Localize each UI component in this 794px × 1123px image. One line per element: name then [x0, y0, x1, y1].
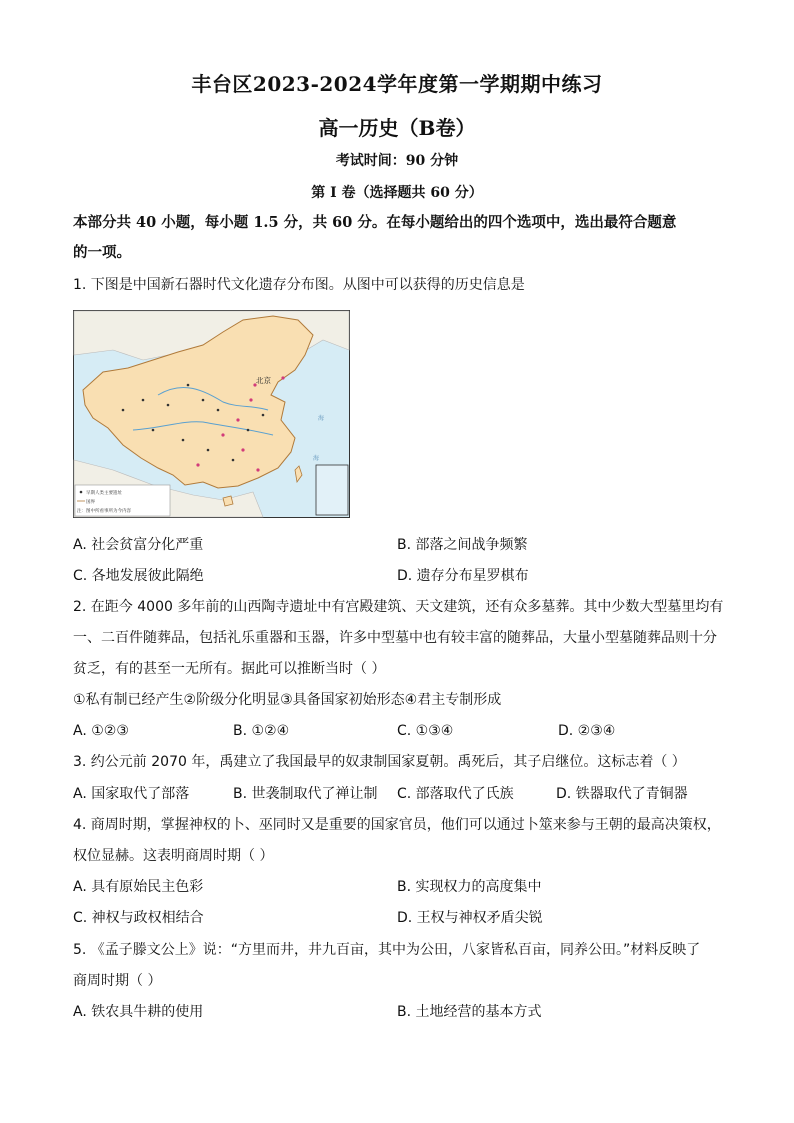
q2-option-c: C. ①③④	[397, 723, 454, 739]
q5-line-1: 5. 《孟子滕文公上》说：“方里而井，井九百亩，其中为公田，八家皆私百亩，同养公田。”材料反映了	[73, 942, 701, 958]
q2-option-a: A. ①②③	[73, 723, 129, 739]
map-city-label: 北京	[256, 376, 271, 385]
q3-option-b: B. 世袭制取代了禅让制	[233, 786, 378, 802]
svg-text:海: 海	[318, 415, 325, 422]
q2-line-1: 2. 在距今 4000 多年前的山西陶寺遗址中有宫殿建筑、天文建筑，还有众多墓葬。其中少数大型墓里均有	[73, 599, 724, 615]
china-map-image	[73, 310, 350, 518]
svg-text:海: 海	[313, 455, 320, 462]
q1-option-c: C. 各地发展彼此隔绝	[73, 568, 204, 584]
exam-title: 丰台区2023-2024学年度第一学期期中练习	[191, 72, 603, 96]
q4-option-c: C. 神权与政权相结合	[73, 910, 204, 926]
map-legend-sites: 早期人类主要遗址	[86, 491, 122, 496]
q3-option-a: A. 国家取代了部落	[73, 786, 190, 802]
q3-option-d: D. 铁器取代了青铜器	[556, 786, 688, 802]
q1-option-d: D. 遗存分布星罗棋布	[397, 568, 529, 584]
q2-line-4: ①私有制已经产生②阶级分化明显③具备国家初始形态④君主专制形成	[73, 692, 502, 708]
neolithic-sites-map	[73, 310, 350, 518]
q5-option-b: B. 土地经营的基本方式	[397, 1004, 542, 1020]
q4-option-d: D. 王权与神权矛盾尖锐	[397, 910, 543, 926]
q4-option-b: B. 实现权力的高度集中	[397, 879, 542, 895]
q1-option-a: A. 社会贫富分化严重	[73, 537, 204, 553]
map-legend-border: 国界	[86, 500, 95, 505]
q3-option-c: C. 部落取代了氏族	[397, 786, 514, 802]
q2-option-b: B. ①②④	[233, 723, 290, 739]
q4-option-a: A. 具有原始民主色彩	[73, 879, 204, 895]
q4-line-2: 权位显赫。这表明商周时期（ ）	[73, 848, 274, 864]
q2-option-d: D. ②③④	[558, 723, 616, 739]
q5-line-2: 商周时期（ ）	[73, 973, 162, 989]
instructions-line-1: 本部分共 40 小题，每小题 1.5 分，共 60 分。在每小题给出的四个选项中，选出最符合题意	[73, 214, 677, 231]
exam-time: 考试时间：90 分钟	[335, 153, 459, 169]
q2-line-2: 一、二百件随葬品，包括礼乐重器和玉器，许多中型墓中也有较丰富的随葬品，大量小型墓随葬品则十分	[73, 630, 717, 646]
q1-stem: 1. 下图是中国新石器时代文化遗存分布图。从图中可以获得的历史信息是	[73, 277, 525, 293]
q2-line-3: 贫乏，有的甚至一无所有。据此可以推断当时（ ）	[73, 661, 386, 677]
instructions-line-2: 的一项。	[73, 244, 131, 261]
q4-line-1: 4. 商周时期，掌握神权的卜、巫同时又是重要的国家官员，他们可以通过卜筮来参与王朝的最高决策权，	[73, 817, 721, 833]
q1-option-b: B. 部落之间战争频繁	[397, 537, 528, 553]
q5-option-a: A. 铁农具牛耕的使用	[73, 1004, 204, 1020]
q3-line-1: 3. 约公元前 2070 年，禹建立了我国最早的奴隶制国家夏朝。禹死后，其子启继位。这标志着（ ）	[73, 754, 686, 770]
exam-subtitle: 高一历史（B卷）	[318, 116, 476, 140]
map-legend-note: 注：图中所看事所为今内容	[77, 509, 131, 514]
section-heading: 第 I 卷（选择题共 60 分）	[311, 185, 483, 201]
